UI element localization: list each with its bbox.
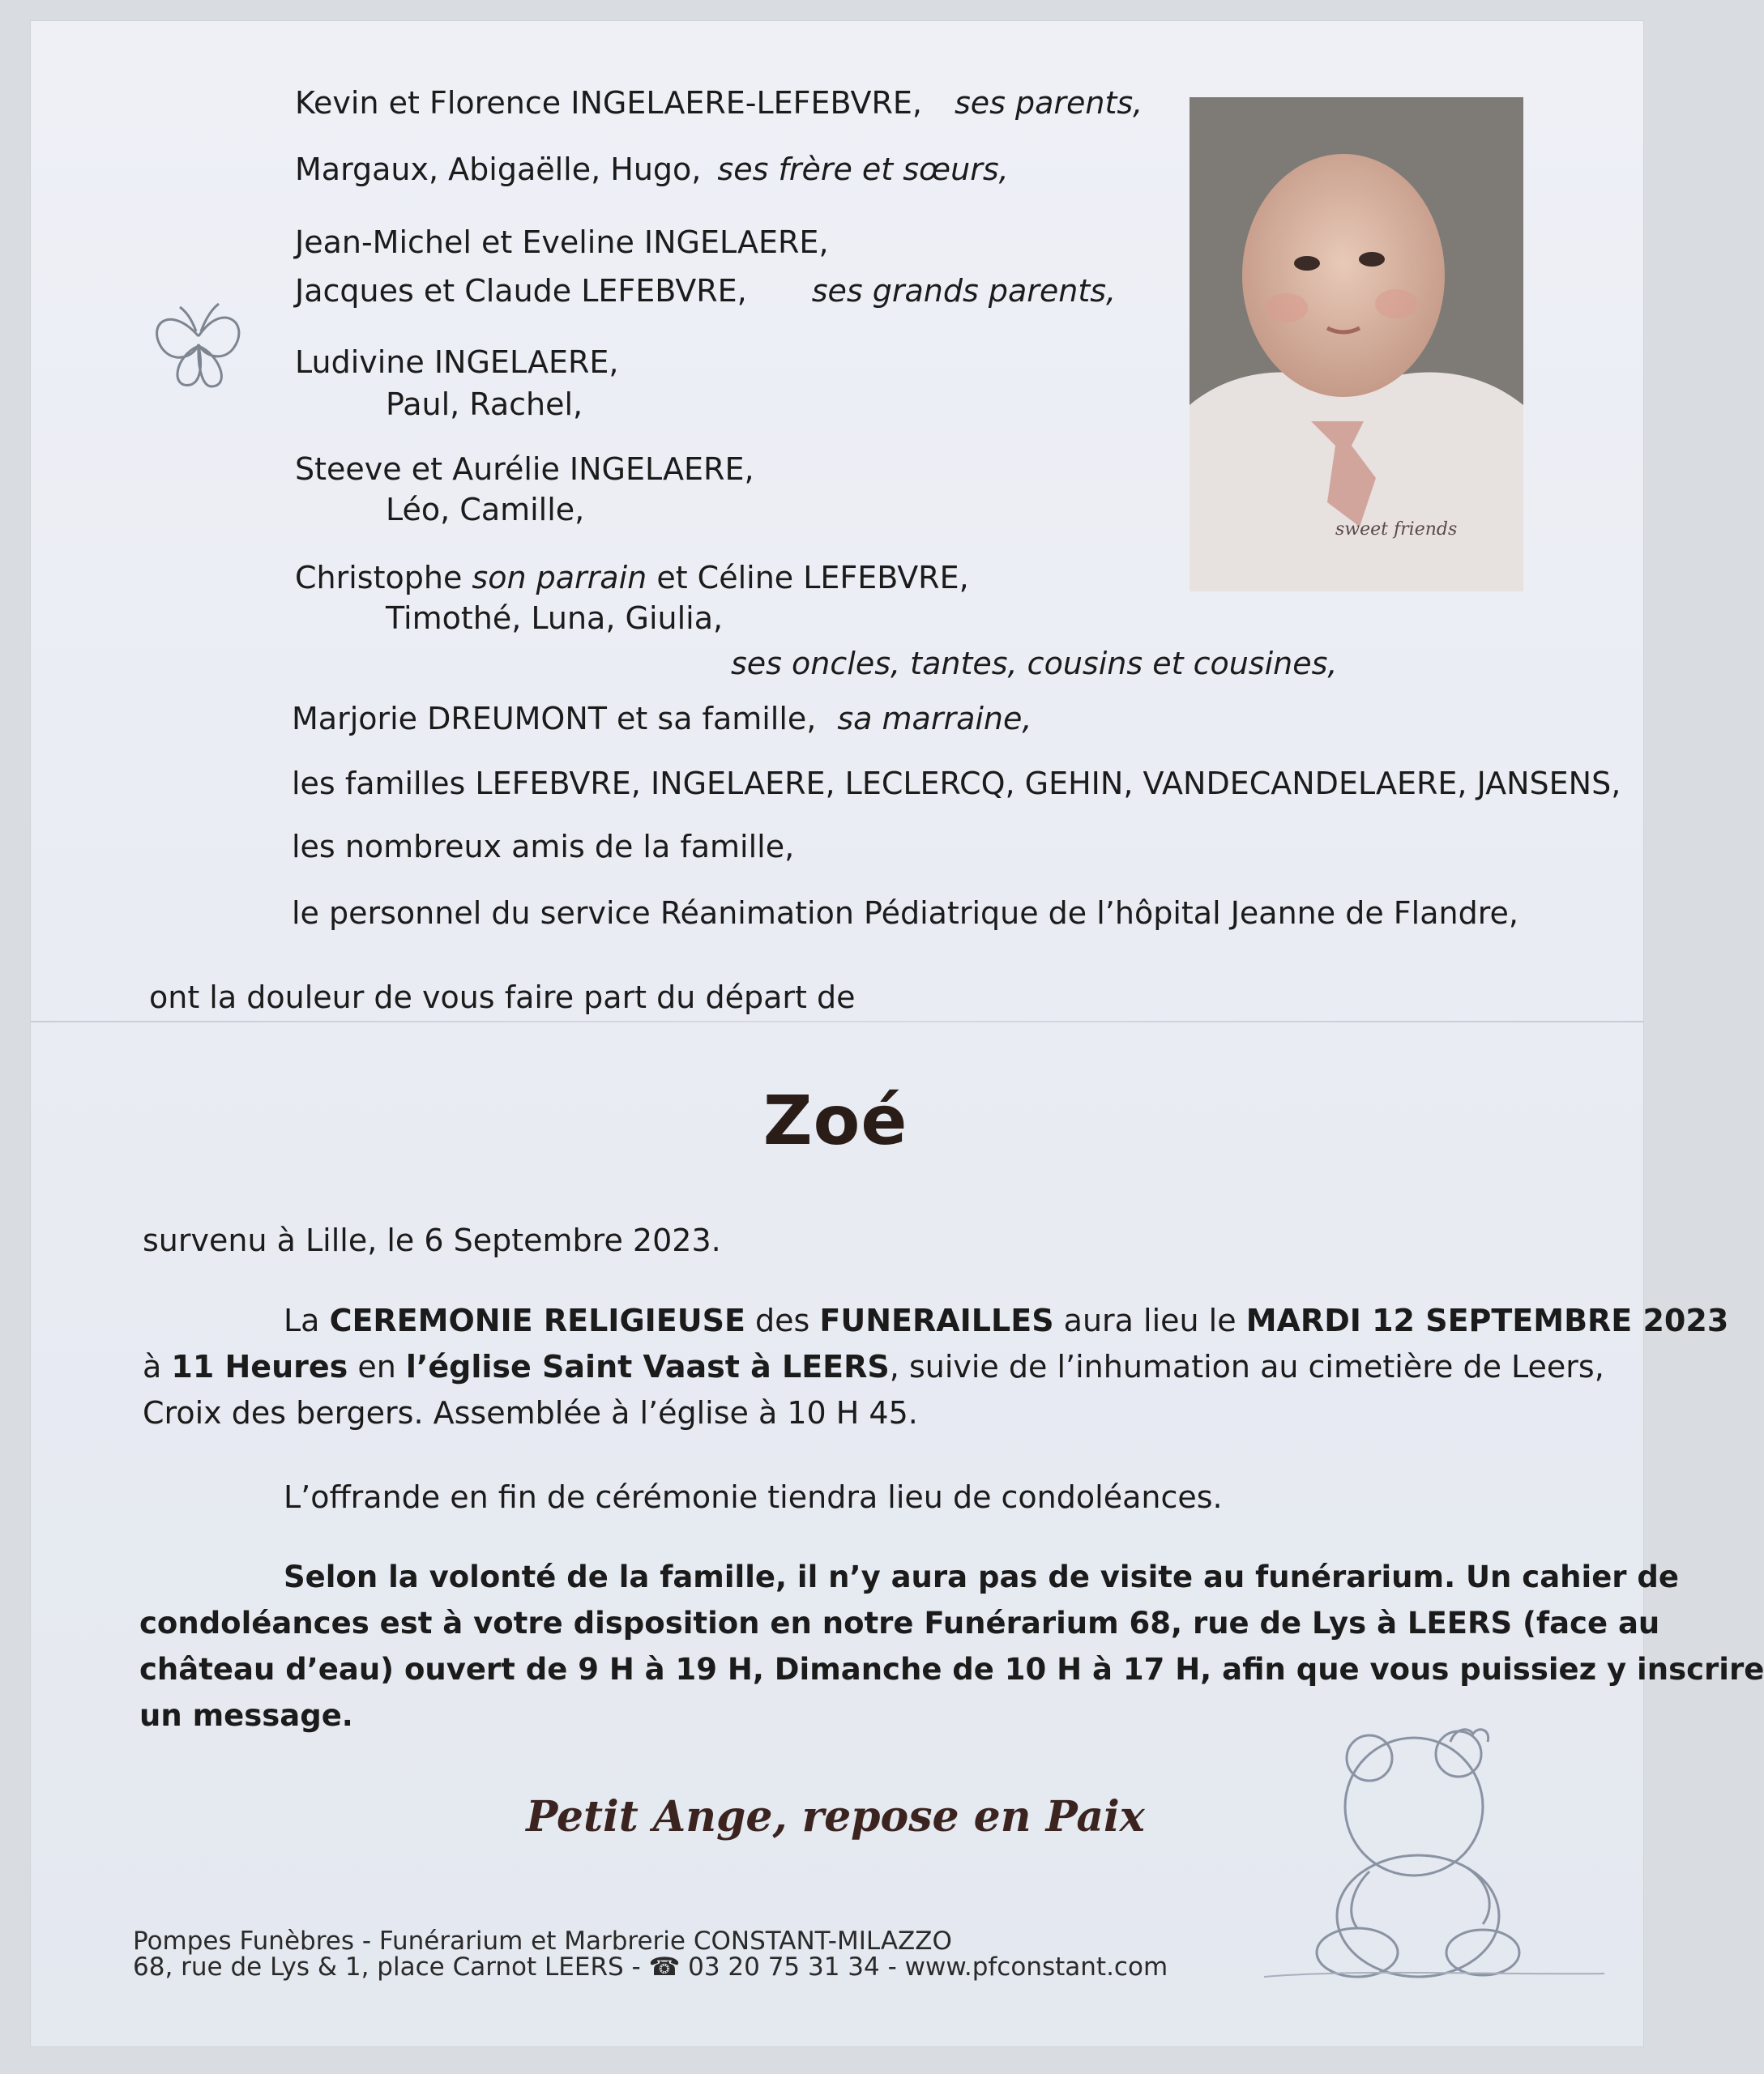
ceremony-funerals: FUNERAILLES — [819, 1303, 1054, 1338]
ceremony-line-3: Croix des bergers. Assemblée à l’église à 10 H 45. — [143, 1395, 918, 1431]
ceremony-text: en — [357, 1349, 396, 1385]
visit-line-2: condoléances est à votre disposition en notre Funérarium 68, rue de Lys à LEERS (face au — [139, 1606, 1660, 1641]
family-line-uncles-role: ses oncles, tantes, cousins et cousines, — [731, 646, 1338, 681]
visit-line-1: Selon la volonté de la famille, il n’y aura pas de visite au funérarium. Un cahier de — [284, 1560, 1679, 1594]
fold-line — [31, 1021, 1643, 1022]
parents-role: ses parents, — [954, 85, 1143, 121]
grandparents-names-1: Jean-Michel et Eveline INGELAERE, — [295, 224, 829, 260]
ceremony-burial: , suivie de l’inhumation au cimetière de Leers, — [889, 1349, 1604, 1385]
ceremony-line-1 — [284, 1298, 1728, 1344]
family-line-grandparents-1 — [295, 224, 829, 260]
ceremony-type: CEREMONIE RELIGIEUSE — [329, 1303, 745, 1338]
ceremony-place: l’église Saint Vaast à LEERS — [405, 1349, 890, 1385]
family-line-christophe-children: Timothé, Luna, Giulia, — [386, 600, 724, 636]
godmother-role: sa marraine, — [837, 701, 1032, 736]
ceremony-text: à — [143, 1349, 162, 1385]
closing-phrase: Petit Ange, repose en Paix — [526, 1792, 1145, 1841]
death-info: survenu à Lille, le 6 Septembre 2023. — [143, 1223, 721, 1258]
godfather-name: Christophe — [295, 560, 463, 595]
footer-contact — [133, 1952, 1168, 1982]
offering-text: L’offrande en fin de cérémonie tiendra lieu de condoléances. — [284, 1479, 1223, 1515]
baby-photo — [1190, 97, 1523, 591]
godfather-partner: et Céline LEFEBVRE, — [656, 560, 969, 595]
footer-phone: 03 20 75 31 34 — [688, 1952, 880, 1982]
ceremony-text: La — [284, 1303, 320, 1338]
grandparents-names-2: Jacques et Claude LEFEBVRE, — [295, 273, 747, 309]
family-line-godmother — [292, 703, 1031, 734]
visit-line-4: un message. — [139, 1698, 353, 1733]
ceremony-date: MARDI 12 SEPTEMBRE 2023 — [1245, 1303, 1729, 1338]
family-line-parents — [295, 85, 1143, 121]
family-line-steeve-children: Léo, Camille, — [386, 492, 585, 527]
godfather-role: son parrain — [472, 560, 647, 595]
baby-portrait-illustration — [1190, 97, 1523, 591]
family-line-steeve: Steeve et Aurélie INGELAERE, — [295, 451, 754, 487]
siblings-role: ses frère et sœurs, — [717, 151, 1009, 187]
siblings-names: Margaux, Abigaëlle, Hugo, — [295, 151, 702, 187]
family-line-families: les familles LEFEBVRE, INGELAERE, LECLERCQ, GEHIN, VANDECANDELAERE, JANSENS, — [292, 766, 1621, 801]
ceremony-line-2 — [143, 1344, 1604, 1390]
family-line-friends: les nombreux amis de la famille, — [292, 829, 795, 864]
visit-line-3: château d’eau) ouvert de 9 H à 19 H, Dimanche de 10 H à 17 H, afin que vous puissiez y inscrire — [139, 1652, 1764, 1687]
family-line-siblings — [295, 151, 1009, 187]
ceremony-time: 11 Heures — [171, 1349, 348, 1385]
family-line-hospital-staff: le personnel du service Réanimation Pédiatrique de l’hôpital Jeanne de Flandre, — [292, 895, 1518, 931]
footer-address: 68, rue de Lys & 1, place Carnot LEERS - — [133, 1952, 641, 1982]
footer-company: Pompes Funèbres - Funérarium et Marbrerie CONSTANT-MILAZZO — [133, 1927, 952, 1956]
ceremony-text: des — [755, 1303, 810, 1338]
family-line-grandparents-2 — [295, 273, 1117, 309]
deceased-name: Zoé — [762, 1081, 908, 1160]
family-line-christophe — [295, 562, 969, 593]
announcement-text: ont la douleur de vous faire part du départ de — [149, 979, 856, 1015]
footer-website: - www.pfconstant.com — [887, 1952, 1168, 1982]
family-line-ludivine: Ludivine INGELAERE, — [295, 344, 619, 380]
family-line-ludivine-children: Paul, Rachel, — [386, 386, 583, 422]
parents-names: Kevin et Florence INGELAERE-LEFEBVRE, — [295, 85, 922, 121]
godmother-names: Marjorie DREUMONT et sa famille, — [292, 701, 817, 736]
teddy-bear-illustration — [1264, 1709, 1604, 1985]
grandparents-role: ses grands parents, — [811, 273, 1117, 309]
shirt-text: sweet friends — [1335, 519, 1458, 540]
butterfly-icon — [138, 280, 259, 409]
ceremony-text: aura lieu le — [1063, 1303, 1237, 1338]
phone-icon: ☎ — [648, 1952, 681, 1982]
